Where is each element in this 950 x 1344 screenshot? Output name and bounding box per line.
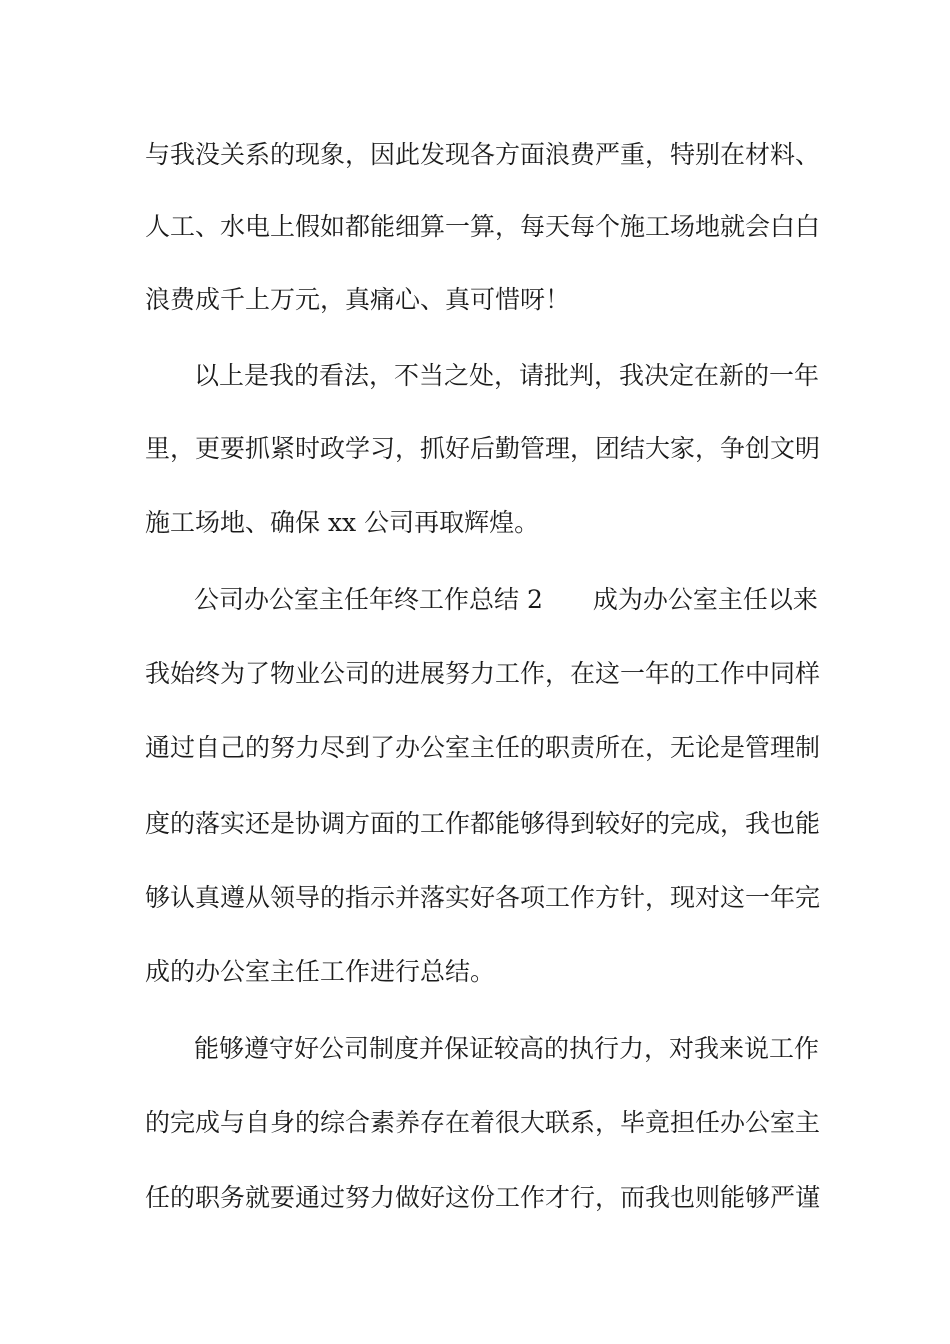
body-text-line: 人工、水电上假如都能细算一算，每天每个施工场地就会白白: [145, 212, 821, 241]
body-text-line: 成的办公室主任工作进行总结。: [145, 957, 496, 986]
body-text-line: 的完成与自身的综合素养存在着很大联系，毕竟担任办公室主: [145, 1108, 821, 1137]
body-text-line: 度的落实还是协调方面的工作都能够得到较好的完成，我也能: [145, 809, 821, 838]
body-text-line: 里，更要抓紧时政学习，抓好后勤管理，团结大家，争创文明: [145, 434, 821, 463]
body-text-line: 以上是我的看法，不当之处，请批判，我决定在新的一年: [194, 361, 820, 390]
body-text-line: 通过自己的努力尽到了办公室主任的职责所在，无论是管理制: [145, 733, 821, 762]
body-text-line: 与我没关系的现象，因此发现各方面浪费严重，特别在材料、: [145, 140, 821, 169]
heading-continuation-text: 成为办公室主任以来: [592, 585, 818, 614]
body-text-line: 浪费成千上万元，真痛心、真可惜呀！: [145, 285, 571, 314]
body-text-line: 我始终为了物业公司的进展努力工作，在这一年的工作中同样: [145, 659, 821, 688]
body-text-line: 施工场地、确保 xx 公司再取辉煌。: [145, 508, 540, 537]
body-text-line: 任的职务就要通过努力做好这份工作才行，而我也则能够严谨: [145, 1183, 821, 1212]
body-text-line: 能够遵守好公司制度并保证较高的执行力，对我来说工作: [194, 1034, 820, 1063]
section-heading-line: [194, 582, 818, 618]
section-heading: 公司办公室主任年终工作总结 2: [194, 585, 543, 614]
body-text-line: 够认真遵从领导的指示并落实好各项工作方针，现对这一年完: [145, 883, 821, 912]
